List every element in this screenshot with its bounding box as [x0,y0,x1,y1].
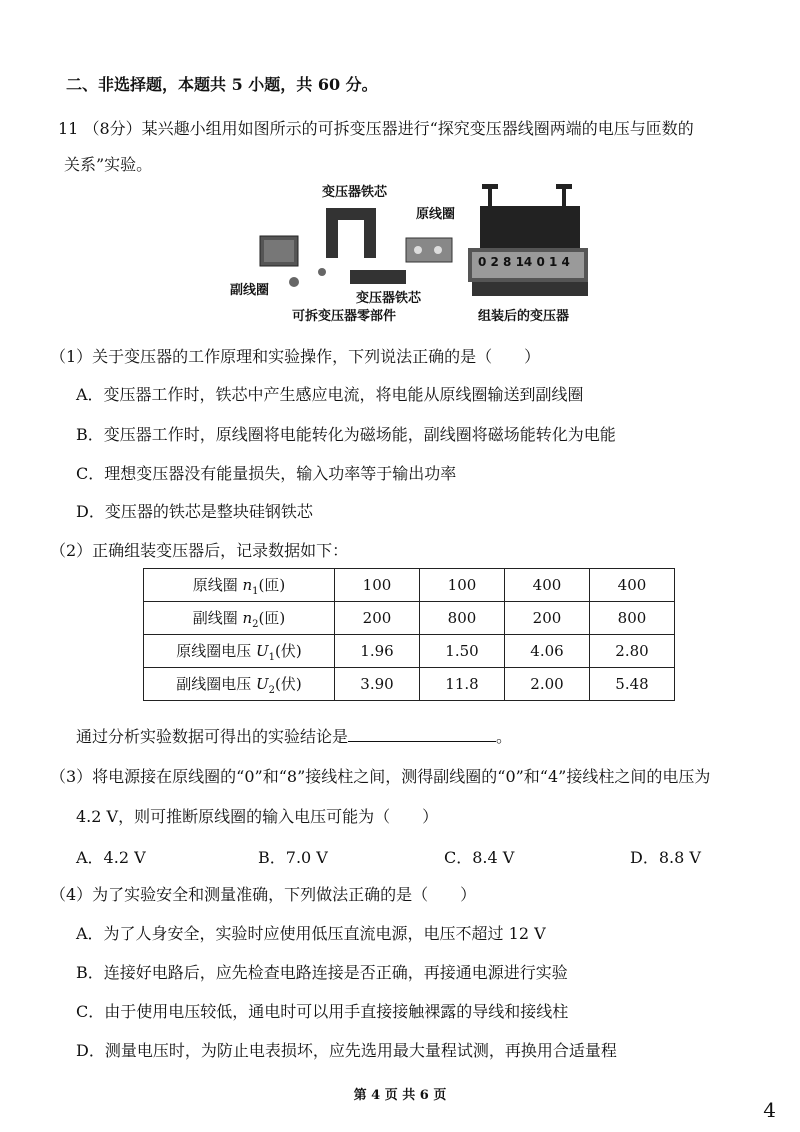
q4-option-b: B．连接好电路后，应先检查电路连接是否正确，再接通电源进行实验 [76,963,568,982]
question-11-line2: 关系”实验。 [64,155,153,174]
table-cell: 4.06 [505,635,590,668]
table-cell: 3.90 [335,668,420,701]
q3-option-d: D．8.8 V [630,848,701,867]
u-core-part [326,208,376,258]
q1-option-d: D．变压器的铁芯是整块硅钢铁芯 [76,502,313,521]
q4-stem: （4）为了实验安全和测量准确，下列做法正确的是（ ） [50,885,477,904]
q4-option-c: C．由于使用电压较低，通电时可以用手直接接触裸露的导线和接线柱 [76,1002,569,1021]
table-cell: 800 [590,602,675,635]
table-cell: 200 [505,602,590,635]
row-header-subscript: 2 [268,684,276,696]
terminal-labels: 0 2 8 14 0 1 4 [478,255,570,269]
table-cell: 11.8 [420,668,505,701]
row-header-label: 原线圈电压 [176,641,257,660]
row-header-unit: (匝) [258,575,286,594]
answer-blank[interactable] [348,727,496,742]
q1-option-b: B．变压器工作时，原线圈将电能转化为磁场能，副线圈将磁场能转化为电能 [76,425,616,444]
row-header [144,569,335,602]
row-header-unit: (伏) [275,674,302,693]
table-cell: 5.48 [590,668,675,701]
section-title: 二、非选择题，本题共 5 小题，共 60 分。 [66,75,378,94]
table-cell: 2.00 [505,668,590,701]
row-header-unit: (伏) [275,641,302,660]
i-core-part [350,270,406,284]
q1-option-c: C．理想变压器没有能量损失，输入功率等于输出功率 [76,464,457,483]
row-header-subscript: 1 [252,585,259,597]
label-primary-coil: 原线圈 [416,207,456,222]
table-cell: 100 [420,569,505,602]
page-footer: 第 4 页 共 6 页 [353,1088,447,1103]
row-header [144,668,335,701]
corner-page-number: 4 [763,1098,776,1122]
row-header-variable: U [256,641,269,660]
table-cell: 200 [335,602,420,635]
label-core-bottom: 变压器铁芯 [356,291,422,306]
table-row [144,668,675,701]
data-table [143,568,675,701]
table-cell: 1.96 [335,635,420,668]
table-cell: 2.80 [590,635,675,668]
table-row [144,635,675,668]
q3-option-c: C．8.4 V [444,848,515,867]
label-assembled: 组装后的变压器 [478,309,570,324]
row-header-subscript: 2 [252,618,259,630]
q1-option-a: A．变压器工作时，铁芯中产生感应电流，将电能从原线圈输送到副线圈 [76,385,584,404]
q3-line1: （3）将电源接在原线圈的“0”和“8”接线柱之间，测得副线圈的“0”和“4”接线柱之间的电压为 [50,767,711,786]
row-header-subscript: 1 [268,651,276,663]
table-cell: 400 [505,569,590,602]
q3-line2: 4.2 V，则可推断原线圈的输入电压可能为（ ） [76,807,439,826]
row-header-label: 副线圈 [192,608,243,627]
primary-coil-part [406,238,452,262]
label-secondary-coil: 副线圈 [230,283,270,298]
table-cell: 400 [590,569,675,602]
q4-option-a: A．为了人身安全，实验时应使用低压直流电源，电压不超过 12 V [76,924,546,943]
label-core-top: 变压器铁芯 [322,185,388,200]
table-row [144,602,675,635]
table-cell: 800 [420,602,505,635]
assembled-transformer [468,184,588,296]
q4-option-d: D．测量电压时，为防止电表损坏，应先选用最大量程试测，再换用合适量程 [76,1041,617,1060]
question-11-line1: 11 （8分）某兴趣小组用如图所示的可拆变压器进行“探究变压器线圈两端的电压与匝数的 [58,119,694,138]
label-parts: 可拆变压器零部件 [292,309,397,324]
q1-stem: （1）关于变压器的工作原理和实验操作，下列说法正确的是（ ） [50,347,541,366]
row-header-variable: n [242,608,253,627]
row-header-unit: (匝) [258,608,286,627]
q3-option-a: A．4.2 V [76,848,146,867]
row-header [144,635,335,668]
conclusion-suffix: 。 [496,727,513,746]
row-header-label: 原线圈 [192,575,243,594]
q2-stem: （2）正确组装变压器后，记录数据如下： [50,541,349,560]
table-row [144,569,675,602]
q3-option-b: B．7.0 V [258,848,328,867]
row-header-variable: n [242,575,253,594]
q2-conclusion [76,724,512,747]
row-header-variable: U [256,674,269,693]
row-header [144,602,335,635]
transformer-figure [226,178,616,328]
conclusion-prefix: 通过分析实验数据可得出的实验结论是 [76,727,349,746]
table-cell: 100 [335,569,420,602]
table-cell: 1.50 [420,635,505,668]
row-header-label: 副线圈电压 [176,674,257,693]
